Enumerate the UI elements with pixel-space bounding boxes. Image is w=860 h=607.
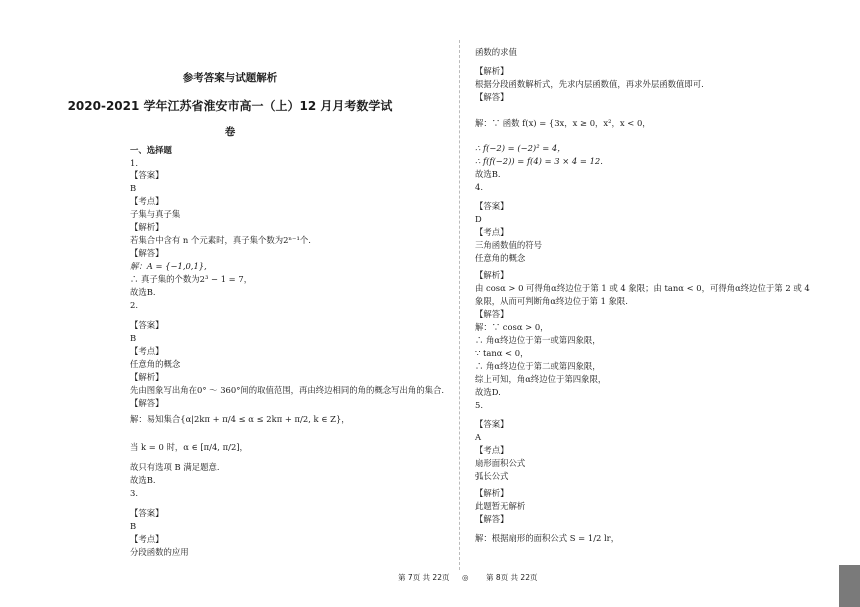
analysis-text: 根据分段函数解析式，先求内层函数值，再求外层函数值即可. xyxy=(475,79,704,89)
right-page-column xyxy=(460,0,830,570)
solution-conclusion: 故选B. xyxy=(130,287,156,297)
question-number: 3. xyxy=(130,488,138,498)
analysis-text: 象限，从而可判断角α终边位于第 1 象限. xyxy=(475,296,628,306)
solution-line: ∴ f(−2) = (−2)² = 4， xyxy=(475,143,566,153)
analysis-text: 若集合中含有 n 个元素时，真子集个数为2ⁿ⁻¹个. xyxy=(130,235,311,245)
answer-value: B xyxy=(130,183,137,193)
solution-conclusion: 故选B. xyxy=(475,169,501,179)
label-topic: 【考点】 xyxy=(475,445,509,455)
solution-line: 解：根据扇形的面积公式 S = 1/2 lr， xyxy=(475,533,620,543)
label-analysis: 【解析】 xyxy=(130,372,164,382)
solution-line: ∵ tanα < 0， xyxy=(475,348,529,358)
label-analysis: 【解析】 xyxy=(130,222,164,232)
label-answer: 【答案】 xyxy=(475,419,509,429)
solution-conclusion: 故选D. xyxy=(475,387,501,397)
solution-line: ∴ 角α终边位于第一或第四象限， xyxy=(475,335,601,345)
solution-line: 解：易知集合{α|2kπ + π/4 ≤ α ≤ 2kπ + π/2, k ∈ Z}， xyxy=(130,414,350,424)
solution-line: 当 k = 0 时，α ∈ [π/4, π/2]， xyxy=(130,442,248,452)
solution-line: 解：A = {−1,0,1}, xyxy=(130,261,207,271)
question-number: 2. xyxy=(130,300,138,310)
scrollbar-thumb[interactable] xyxy=(839,565,860,607)
question-number: 1. xyxy=(130,158,138,168)
analysis-text: 此题暂无解析 xyxy=(475,501,526,511)
topic-text: 任意角的概念 xyxy=(130,359,181,369)
page-number-left: 第 7页 共 22页 xyxy=(398,573,450,582)
circle-icon: ◎ xyxy=(462,573,469,582)
doc-title: 2020-2021 学年江苏省淮安市高一（上）12 月月考数学试 xyxy=(67,99,393,113)
question-number: 4. xyxy=(475,182,483,192)
topic-text: 子集与真子集 xyxy=(130,209,181,219)
label-answer: 【答案】 xyxy=(130,170,164,180)
solution-line: ∴ 角α终边位于第二或第四象限， xyxy=(475,361,601,371)
label-analysis: 【解析】 xyxy=(475,270,509,280)
solution-line: 解：∵ cosα > 0， xyxy=(475,322,549,332)
label-solution: 【解答】 xyxy=(475,92,509,102)
label-answer: 【答案】 xyxy=(130,508,164,518)
label-solution: 【解答】 xyxy=(130,398,164,408)
doc-title-cont: 卷 xyxy=(224,126,236,138)
solution-conclusion: 故选B. xyxy=(130,475,156,485)
label-solution: 【解答】 xyxy=(130,248,164,258)
topic-text: 三角函数值的符号 xyxy=(475,240,542,250)
answer-value: A xyxy=(475,432,482,442)
page-number-right: 第 8页 共 22页 xyxy=(486,573,538,582)
answer-value: D xyxy=(475,214,482,224)
analysis-text: 先由图象写出角在0° ～ 360°间的取值范围，再由终边相同的角的概念写出角的集合. xyxy=(130,385,445,395)
label-topic: 【考点】 xyxy=(475,227,509,237)
topic-text: 扇形面积公式 xyxy=(475,458,526,468)
topic-text: 函数的求值 xyxy=(475,47,517,57)
topic-text: 任意角的概念 xyxy=(475,253,526,263)
label-analysis: 【解析】 xyxy=(475,66,509,76)
label-solution: 【解答】 xyxy=(475,309,509,319)
label-topic: 【考点】 xyxy=(130,346,164,356)
section-heading: 一、选择题 xyxy=(130,145,172,155)
label-answer: 【答案】 xyxy=(130,320,164,330)
answer-value: B xyxy=(130,333,137,343)
solution-line: 故只有选项 B 满足题意. xyxy=(130,462,220,472)
page-footer xyxy=(0,572,860,592)
answer-value: B xyxy=(130,521,137,531)
solution-line: 综上可知，角α终边位于第四象限， xyxy=(475,374,607,384)
label-topic: 【考点】 xyxy=(130,534,164,544)
solution-line: 解：∵ 函数 f(x) = {3x，x ≥ 0，x²，x < 0， xyxy=(475,118,651,128)
topic-text: 分段函数的应用 xyxy=(130,547,189,557)
label-topic: 【考点】 xyxy=(130,196,164,206)
solution-line: ∴ f(f(−2)) = f(4) = 3 × 4 = 12. xyxy=(475,156,603,166)
topic-text: 弧长公式 xyxy=(475,471,509,481)
label-answer: 【答案】 xyxy=(475,201,509,211)
doc-heading: 参考答案与试题解析 xyxy=(182,72,278,84)
label-solution: 【解答】 xyxy=(475,514,509,524)
analysis-text: 由 cosα > 0 可得角α终边位于第 1 或 4 象限；由 tanα < 0，可得角α终边位于第 2 或 4 xyxy=(475,283,810,293)
label-analysis: 【解析】 xyxy=(475,488,509,498)
solution-line: ∴ 真子集的个数为2³ − 1 = 7， xyxy=(130,274,253,284)
question-number: 5. xyxy=(475,400,483,410)
